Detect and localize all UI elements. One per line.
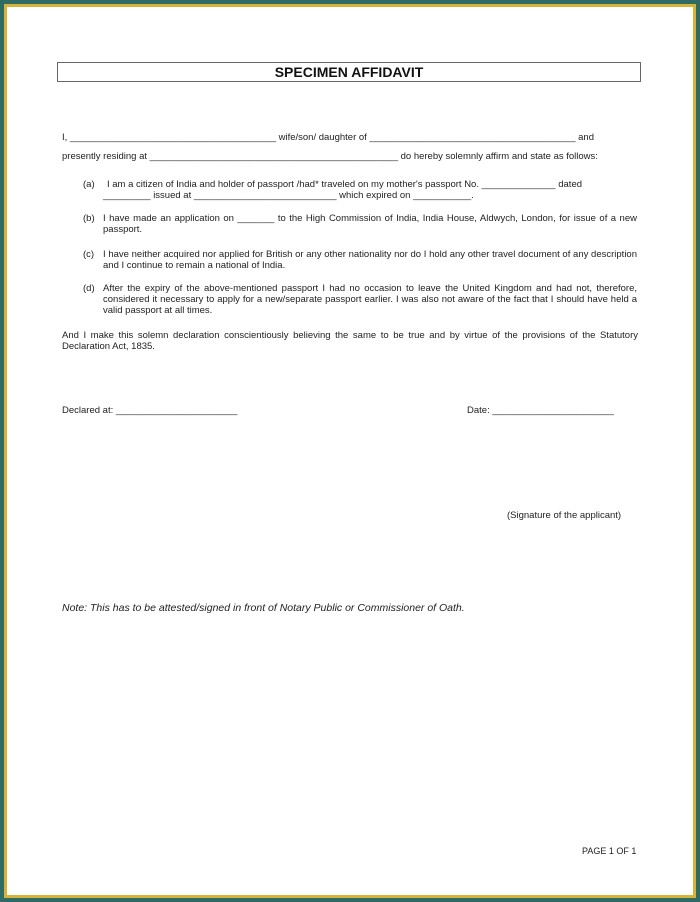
item-d-text: After the expiry of the above-mentioned passport I had no occasion to leave the United Kingdom and had not, therefore, considered it necessary to apply for a new/separate passport earlier. I was also not aware of the fact that I should have held a valid passport at all times. bbox=[103, 283, 637, 316]
item-a-line1: I am a citizen of India and holder of passport /had* traveled on my mother's passport No. ______________ dated bbox=[107, 179, 583, 190]
item-a-line2: _________ issued at ___________________________ which expired on ___________. bbox=[103, 190, 474, 201]
residence-line: presently residing at _______________________________________________ do hereby solemnly affirm and state as follows: bbox=[62, 151, 598, 162]
item-b-label: (b) bbox=[83, 213, 95, 224]
item-b-text: I have made an application on _______ to the High Commission of India, India House, Aldwych, London, for issue of a new passport. bbox=[103, 213, 637, 235]
item-d-label: (d) bbox=[83, 283, 95, 294]
document-title: SPECIMEN AFFIDAVIT bbox=[57, 62, 641, 82]
page-number: PAGE 1 OF 1 bbox=[582, 846, 637, 856]
signature-label: (Signature of the applicant) bbox=[507, 510, 622, 521]
item-c-text: I have neither acquired nor applied for British or any other nationality nor do I hold any other travel document of any description and I continue to remain a national of India. bbox=[103, 249, 637, 271]
item-c-label: (c) bbox=[83, 249, 95, 260]
date-field: Date: _______________________ bbox=[467, 405, 614, 416]
declaration-paragraph: And I make this solemn declaration conscientiously believing the same to be true and by virtue of the provisions of the Statutory Declaration Act, 1835. bbox=[62, 330, 638, 352]
attestation-note: Note: This has to be attested/signed in front of Notary Public or Commissioner of Oath. bbox=[62, 602, 465, 614]
applicant-name-line: I, _______________________________________ wife/son/ daughter of _______________________________________ and bbox=[62, 132, 594, 143]
document-page bbox=[7, 7, 693, 895]
declared-at-field: Declared at: _______________________ bbox=[62, 405, 238, 416]
item-a-label: (a) bbox=[83, 179, 95, 190]
